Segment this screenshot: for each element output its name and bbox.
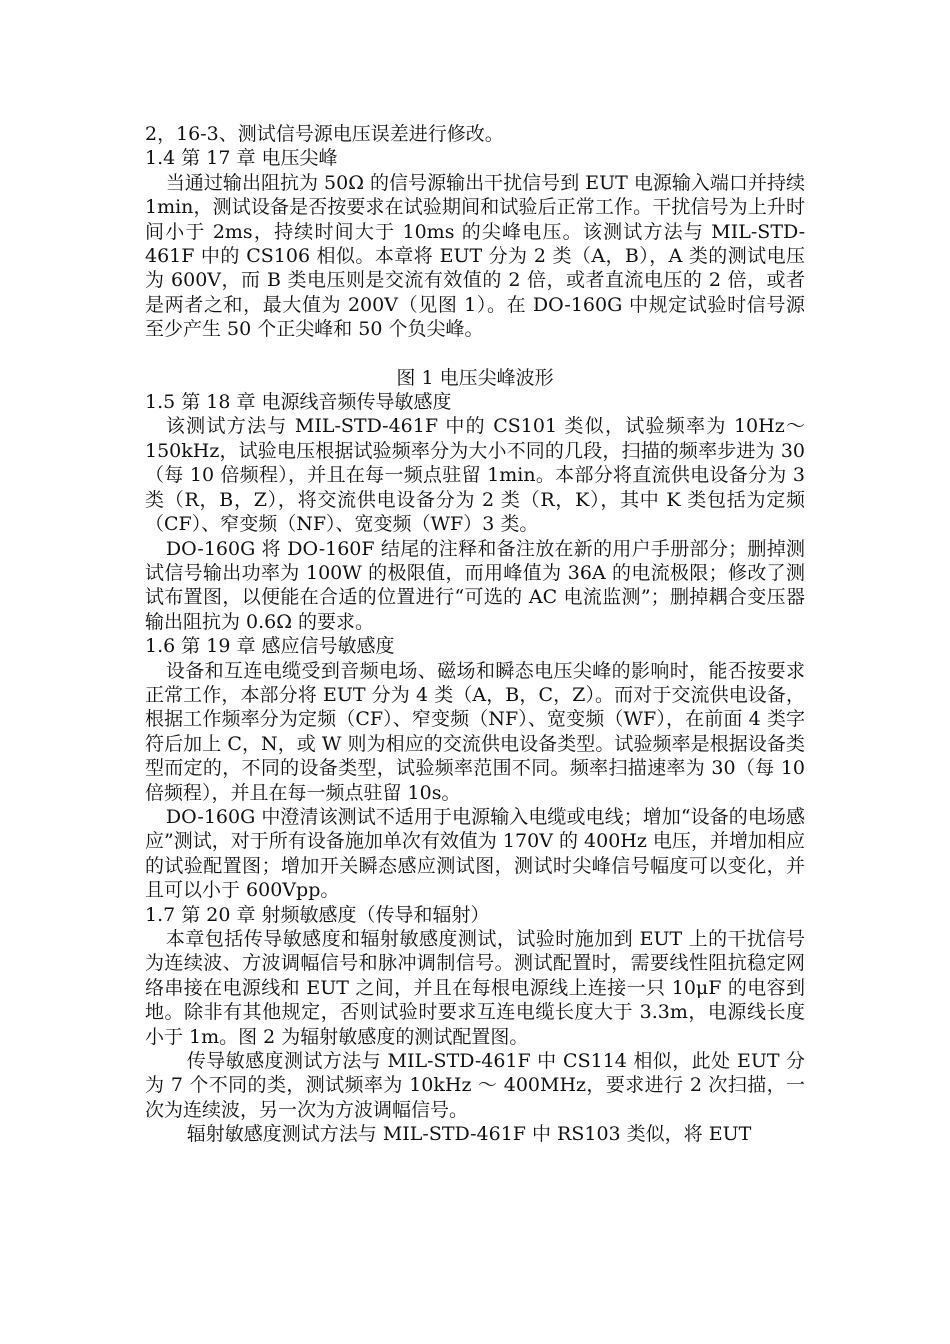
figure-caption-1: 图 1 电压尖峰波形 [396,366,554,389]
paragraph-voltage-spike: 当通过输出阻抗为 50Ω 的信号源输出干扰信号到 EUT 电源输入端口并持续 1min，测试设备是否按要求在试验期间和试验后正常工作。干扰信号为上升时间小于 2ms，持续时间大于 10ms 的尖峰电压。该测试方法与 MIL-STD-461F 中的 CS106 相似。本章将 EUT 分为 2 类（A，B），A 类的测试电压为 600V，而 B 类电压则是交流有效值的 2 倍，或者直流电压的 2 倍，或者是两者之和，最大值为 200V（见图 1）。在 DO-160G 中规定试验时信号源至少产生 50 个正尖峰和 50 个负尖峰。 [145,171,805,341]
section-heading-1-4: 1.4 第 17 章 电压尖峰 [145,147,338,170]
paragraph-audio-conducted-1: 该测试方法与 MIL-STD-461F 中的 CS101 类似，试验频率为 10Hz～150kHz，试验电压根据试验频率分为大小不同的几段，扫描的频率步进为 30（每 10 倍频程），并且在每一频点驻留 1min。本部分将直流供电设备分为 3 类（R，B，Z），将交流供电设备分为 2 类（R，K），其中 K 类包括为定频（CF）、窄变频（NF）、宽变频（WF）3 类。 [145,415,805,536]
paragraph-audio-conducted-2: DO-160G 将 DO-160F 结尾的注释和备注放在新的用户手册部分；删掉测试信号输出功率为 100W 的极限值，而用峰值为 36A 的电流极限；修改了测试布置图，以便能在合适的位置进行“可选的 AC 电流监测”；删掉耦合变压器输出阻抗为 0.6Ω 的要求。 [145,537,805,633]
section-heading-1-5: 1.5 第 18 章 电源线音频传导敏感度 [145,391,452,414]
section-heading-1-7: 1.7 第 20 章 射频敏感度（传导和辐射） [145,903,490,926]
paragraph-rf-susceptibility-2: 传导敏感度测试方法与 MIL-STD-461F 中 CS114 相似，此处 EUT 分为 7 个不同的类，测试频率为 10kHz ～ 400MHz，要求进行 2 次扫描，一次为连续波，另一次为方波调幅信号。 [145,1050,805,1121]
paragraph-rf-susceptibility-3: 辐射敏感度测试方法与 MIL-STD-461F 中 RS103 类似，将 EUT [186,1123,752,1146]
figure-gap [145,342,805,366]
paragraph-continuation: 2，16-3、测试信号源电压误差进行修改。 [145,123,504,145]
paragraph-induced-signal-1: 设备和互连电缆受到音频电场、磁场和瞬态电压尖峰的影响时，能否按要求正常工作，本部分将 EUT 分为 4 类（A，B，C，Z）。而对于交流供电设备，根据工作频率分为定频（CF）、窄变频（NF）、宽变频（WF），在前面 4 类字符后加上 C，N，或 W 则为相应的交流供电设备类型。试验频率是根据设备类型而定的，不同的设备类型，试验频率范围不同。频率扫描速率为 30（每 10 倍频程），并且在每一频点驻留 10s。 [145,659,805,804]
section-heading-1-6: 1.6 第 19 章 感应信号敏感度 [145,635,395,658]
document-body [145,122,805,1147]
paragraph-induced-signal-2: DO-160G 中澄清该测试不适用于电源输入电缆或电线；增加“设备的电场感应”测试，对于所有设备施加单次有效值为 170V 的 400Hz 电压，并增加相应的试验配置图；增加开关瞬态感应测试图，测试时尖峰信号幅度可以变化，并且可以小于 600Vpp。 [145,805,805,902]
paragraph-rf-susceptibility-1: 本章包括传导敏感度和辐射敏感度测试，试验时施加到 EUT 上的干扰信号为连续波、方波调幅信号和脉冲调制信号。测试配置时，需要线性阻抗稳定网络串接在电源线和 EUT 之间，并且在每根电源线上连接一只 10μF 的电容到地。除非有其他规定，否则试验时要求互连电缆长度大于 3.3m，电源线长度小于 1m。图 2 为辐射敏感度的测试配置图。 [145,928,805,1048]
